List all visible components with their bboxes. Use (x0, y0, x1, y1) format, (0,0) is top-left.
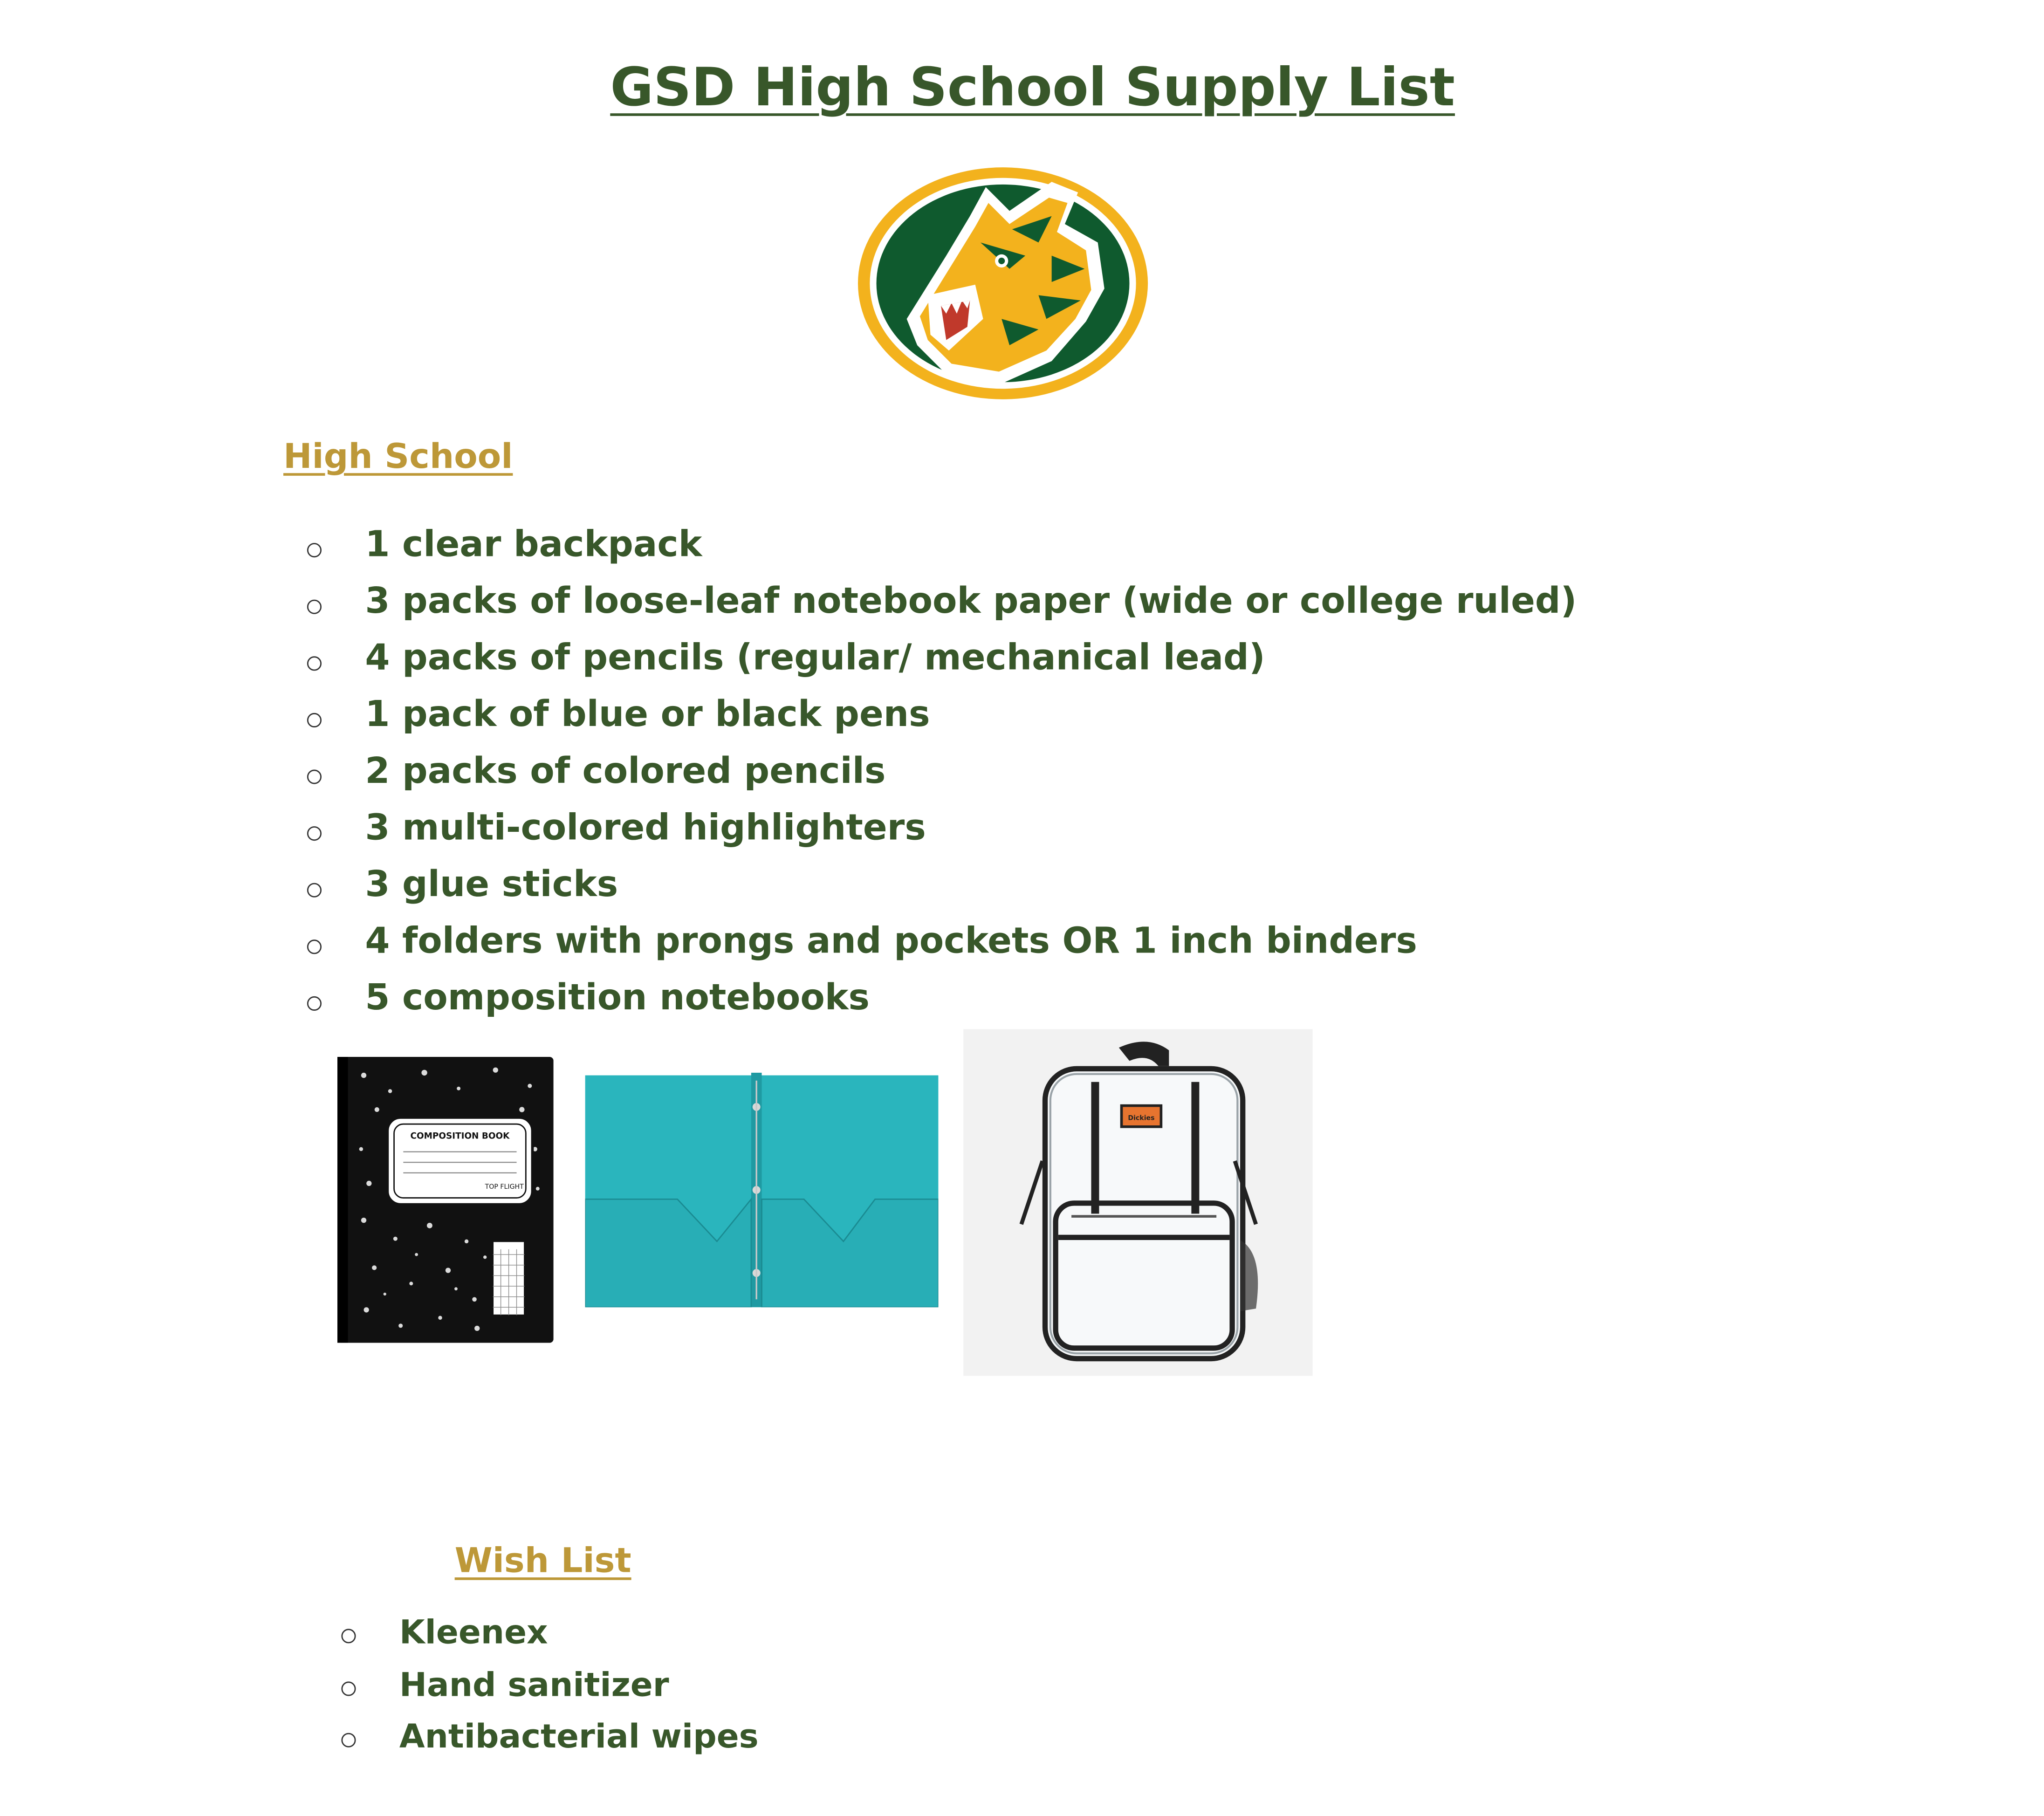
circle-bullet-icon (307, 996, 322, 1011)
list-item: 3 glue sticks (304, 862, 1577, 918)
circle-bullet-icon (341, 1733, 356, 1747)
clear-backpack-icon (963, 1029, 1312, 1376)
circle-bullet-icon (307, 713, 322, 727)
circle-bullet-icon (307, 883, 322, 898)
circle-bullet-icon (307, 769, 322, 784)
list-item: 4 packs of pencils (regular/ mechanical lead) (304, 635, 1577, 692)
list-item: Antibacterial wipes (339, 1714, 759, 1767)
backpack-brand: Dickies (1128, 1114, 1155, 1122)
circle-bullet-icon (341, 1629, 356, 1643)
list-item: 5 composition notebooks (304, 975, 1577, 1032)
list-item: Kleenex (339, 1610, 759, 1663)
supply-list (304, 522, 1577, 1032)
circle-bullet-icon (307, 543, 322, 557)
circle-bullet-icon (341, 1681, 356, 1695)
circle-bullet-icon (307, 656, 322, 671)
circle-bullet-icon (307, 600, 322, 614)
wish-list-heading: Wish List (454, 1542, 631, 1582)
tiger-head-logo-icon (854, 164, 1152, 404)
list-item: Hand sanitizer (339, 1662, 759, 1714)
circle-bullet-icon (307, 939, 322, 954)
high-school-heading: High School (283, 437, 513, 477)
brand-label: TOP FLIGHT (485, 1183, 524, 1191)
list-item: 1 pack of blue or black pens (304, 692, 1577, 749)
circle-bullet-icon (307, 826, 322, 841)
list-item: 1 clear backpack (304, 522, 1577, 579)
list-item: 2 packs of colored pencils (304, 748, 1577, 805)
page-title: GSD High School Supply List (610, 58, 1455, 119)
wish-list (339, 1610, 759, 1767)
composition-notebook-icon (337, 1057, 554, 1343)
list-item: 4 folders with prongs and pockets OR 1 inch binders (304, 918, 1577, 975)
list-item: 3 multi-colored highlighters (304, 805, 1577, 862)
list-item: 3 packs of loose-leaf notebook paper (wide or college ruled) (304, 578, 1577, 635)
cover-label: COMPOSITION BOOK (410, 1131, 510, 1141)
pocket-folder-icon (585, 1073, 939, 1307)
